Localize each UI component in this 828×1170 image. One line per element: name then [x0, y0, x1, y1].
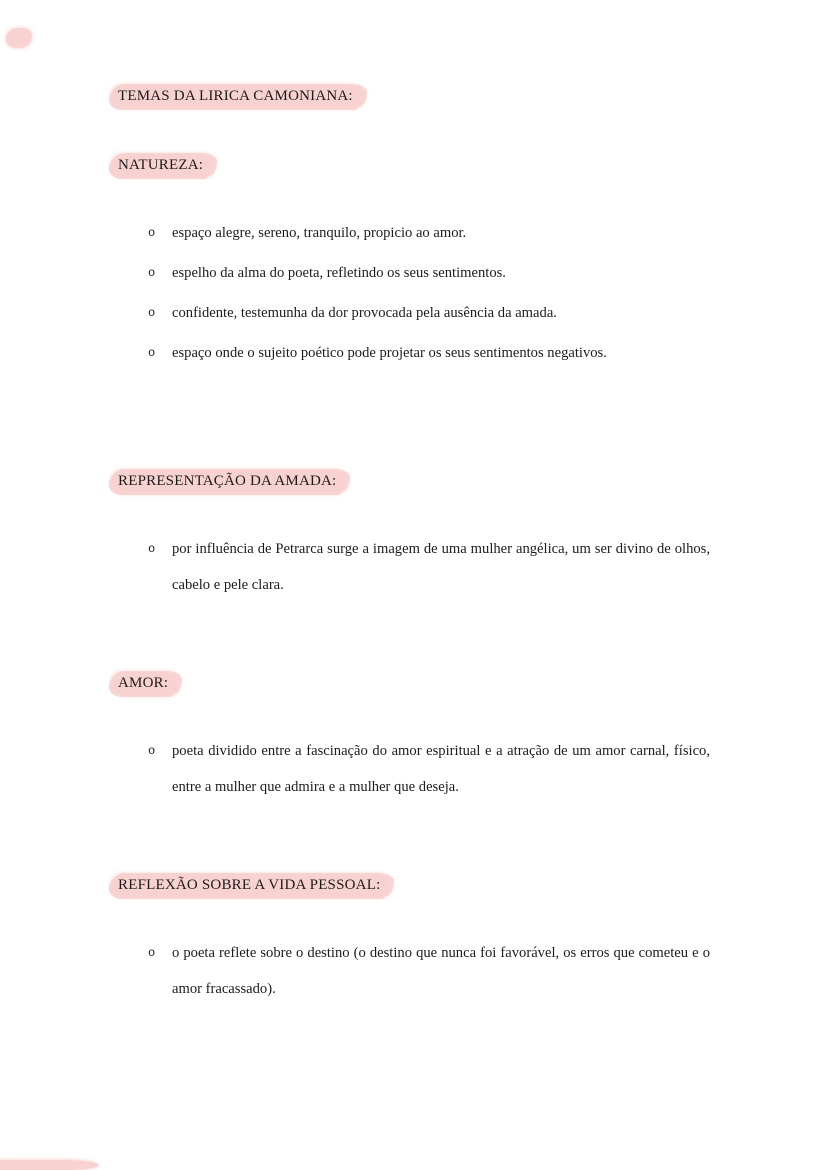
- bullet-marker: o: [148, 346, 156, 360]
- section-heading-text: AMOR:: [111, 672, 179, 695]
- bullet-item: [118, 531, 710, 603]
- bullet-marker: o: [148, 744, 156, 758]
- bullet-text: espaço onde o sujeito poético pode projetar os seus sentimentos negativos.: [172, 345, 607, 361]
- bullet-item: [118, 335, 710, 371]
- section-amor: [118, 671, 710, 805]
- section-heading-representacao-da-amada: [118, 469, 710, 493]
- section-heading-text: REFLEXÃO SOBRE A VIDA PESSOAL:: [111, 874, 391, 897]
- bullet-item: [118, 215, 710, 251]
- bullet-item: [118, 935, 710, 1007]
- bullet-item: [118, 255, 710, 291]
- section-heading-natureza: [118, 153, 710, 177]
- bullet-text: por influência de Petrarca surge a imagem de uma mulher angélica, um ser divino de olhos, cabelo e pele clara.: [172, 541, 710, 593]
- bullet-item: [118, 295, 710, 331]
- section-heading-text: REPRESENTAÇÃO DA AMADA:: [111, 470, 347, 493]
- section-natureza: [118, 153, 710, 371]
- section-representacao-da-amada: [118, 469, 710, 603]
- section-heading-text: NATUREZA:: [111, 154, 214, 177]
- bullet-marker: o: [148, 946, 156, 960]
- section-heading-amor: [118, 671, 710, 695]
- bullet-marker: o: [148, 266, 156, 280]
- section-reflexao-vida-pessoal: [118, 873, 710, 1007]
- bullet-text: o poeta reflete sobre o destino (o destino que nunca foi favorável, os erros que cometeu e o amor fracassado).: [172, 945, 710, 997]
- document-title-text: TEMAS DA LIRICA CAMONIANA:: [111, 85, 364, 108]
- bullet-marker: o: [148, 226, 156, 240]
- highlighter-smudge-bottom-left: [0, 1160, 98, 1170]
- bullet-text: espaço alegre, sereno, tranquilo, propicio ao amor.: [172, 225, 467, 241]
- bullet-marker: o: [148, 542, 156, 556]
- section-heading-reflexao-vida-pessoal: [118, 873, 710, 897]
- bullet-item: [118, 733, 710, 805]
- bullet-text: confidente, testemunha da dor provocada pela ausência da amada.: [172, 305, 557, 321]
- document-title: [118, 84, 710, 108]
- bullet-marker: o: [148, 306, 156, 320]
- bullet-text: poeta dividido entre a fascinação do amor espiritual e a atração de um amor carnal, físico, entre a mulher que admira e a mulher que deseja.: [172, 743, 710, 795]
- bullet-text: espelho da alma do poeta, refletindo os seus sentimentos.: [172, 265, 506, 281]
